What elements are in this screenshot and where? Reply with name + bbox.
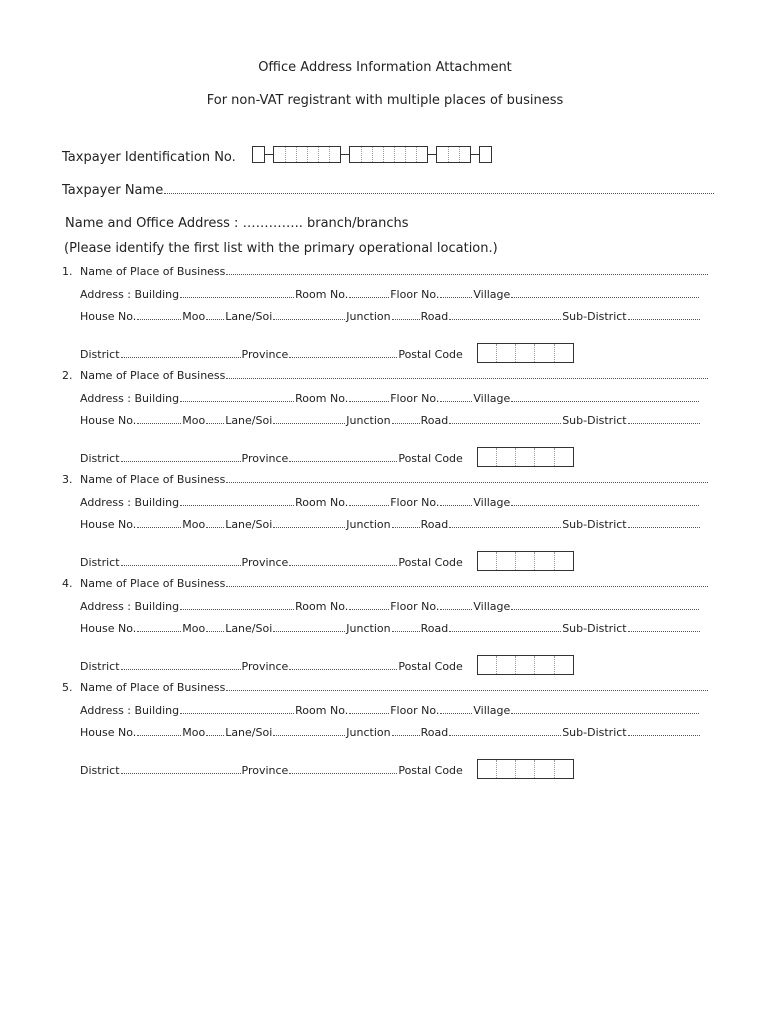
place-label: Name of Place of Business [80,369,226,382]
road-field[interactable] [449,630,561,632]
house-field[interactable] [137,318,181,320]
house-row [80,414,701,427]
house-field[interactable] [137,526,181,528]
place-row [62,473,709,486]
moo-label: Moo [182,518,206,531]
subdistrict-label: Sub-District [562,622,627,635]
district-label: District [80,660,120,673]
office-heading: Name and Office Address : ………….. branch/branchs [65,216,409,231]
house-label: House No. [80,414,137,427]
subdistrict-label: Sub-District [562,414,627,427]
village-label: Village [473,496,511,509]
building-row [80,600,700,613]
office-note: (Please identify the first list with the primary operational location.) [64,241,498,256]
floor-label: Floor No. [390,496,440,509]
junction-field[interactable] [392,630,420,632]
road-field[interactable] [449,318,561,320]
building-field[interactable] [180,504,294,506]
moo-field[interactable] [206,526,224,528]
junction-label: Junction [346,726,391,739]
district-row [80,339,574,361]
house-field[interactable] [137,422,181,424]
floor-field[interactable] [440,296,472,298]
district-field[interactable] [121,564,241,566]
junction-field[interactable] [392,422,420,424]
subdistrict-label: Sub-District [562,310,627,323]
place-field[interactable] [226,689,708,691]
province-label: Province [241,348,289,361]
entry-number: 3. [62,473,73,486]
village-field[interactable] [511,504,699,506]
tin-label: Taxpayer Identification No. [62,150,236,165]
moo-label: Moo [182,726,206,739]
district-label: District [80,556,120,569]
entry-number: 4. [62,577,73,590]
postal-label: Postal Code [398,764,463,777]
building-field[interactable] [180,400,294,402]
floor-field[interactable] [440,400,472,402]
place-row [62,369,709,382]
province-field[interactable] [289,564,397,566]
house-label: House No. [80,310,137,323]
taxpayer-name-row [62,183,715,198]
taxpayer-name-field[interactable] [164,192,714,194]
floor-label: Floor No. [390,600,440,613]
moo-label: Moo [182,310,206,323]
province-field[interactable] [289,772,397,774]
tin-group-3[interactable] [349,146,428,163]
village-label: Village [473,392,511,405]
moo-label: Moo [182,622,206,635]
road-field[interactable] [449,734,561,736]
house-field[interactable] [137,630,181,632]
floor-field[interactable] [440,504,472,506]
room-field[interactable] [349,400,389,402]
lane-label: Lane/Soi [225,414,273,427]
lane-label: Lane/Soi [225,310,273,323]
province-field[interactable] [289,668,397,670]
room-label: Room No. [295,496,349,509]
place-field[interactable] [226,481,708,483]
province-label: Province [241,660,289,673]
moo-field[interactable] [206,734,224,736]
road-label: Road [420,622,449,635]
district-field[interactable] [121,356,241,358]
district-row [80,547,574,569]
place-label: Name of Place of Business [80,681,226,694]
building-label: Address : Building [80,600,180,613]
junction-field[interactable] [392,318,420,320]
taxpayer-name-label: Taxpayer Name [62,183,164,198]
building-field[interactable] [180,608,294,610]
building-label: Address : Building [80,704,180,717]
village-field[interactable] [511,608,699,610]
moo-label: Moo [182,414,206,427]
moo-field[interactable] [206,318,224,320]
road-label: Road [420,726,449,739]
province-field[interactable] [289,460,397,462]
room-field[interactable] [349,296,389,298]
province-label: Province [241,452,289,465]
place-row [62,265,709,278]
lane-label: Lane/Soi [225,518,273,531]
district-label: District [80,452,120,465]
postal-label: Postal Code [398,556,463,569]
road-field[interactable] [449,526,561,528]
place-row [62,681,709,694]
moo-field[interactable] [206,630,224,632]
house-field[interactable] [137,734,181,736]
district-row [80,443,574,465]
village-label: Village [473,704,511,717]
lane-field[interactable] [273,422,345,424]
lane-label: Lane/Soi [225,622,273,635]
place-label: Name of Place of Business [80,473,226,486]
form-title: Office Address Information Attachment [258,60,512,75]
room-label: Room No. [295,704,349,717]
room-field[interactable] [349,608,389,610]
house-row [80,310,701,323]
district-row [80,651,574,673]
house-label: House No. [80,622,137,635]
building-label: Address : Building [80,392,180,405]
building-field[interactable] [180,712,294,714]
junction-label: Junction [346,622,391,635]
building-label: Address : Building [80,288,180,301]
form-subtitle: For non-VAT registrant with multiple places of business [206,93,564,108]
lane-label: Lane/Soi [225,726,273,739]
tin-boxes[interactable] [252,146,492,163]
road-label: Road [420,518,449,531]
place-field[interactable] [226,273,708,275]
district-label: District [80,348,120,361]
floor-field[interactable] [440,712,472,714]
junction-label: Junction [346,518,391,531]
floor-field[interactable] [440,608,472,610]
subdistrict-field[interactable] [628,734,700,736]
subdistrict-field[interactable] [628,630,700,632]
village-label: Village [473,600,511,613]
subdistrict-label: Sub-District [562,726,627,739]
tin-group-4[interactable] [436,146,471,163]
postal-code-boxes[interactable] [477,655,574,675]
postal-code-boxes[interactable] [477,551,574,571]
building-row [80,704,700,717]
lane-field[interactable] [273,630,345,632]
village-label: Village [473,288,511,301]
junction-field[interactable] [392,734,420,736]
building-row [80,288,700,301]
tin-group-5[interactable] [479,146,492,163]
building-row [80,496,700,509]
subdistrict-label: Sub-District [562,518,627,531]
province-field[interactable] [289,356,397,358]
room-label: Room No. [295,600,349,613]
junction-label: Junction [346,414,391,427]
place-field[interactable] [226,585,708,587]
house-row [80,622,701,635]
postal-label: Postal Code [398,348,463,361]
junction-label: Junction [346,310,391,323]
district-label: District [80,764,120,777]
district-field[interactable] [121,460,241,462]
house-label: House No. [80,726,137,739]
province-label: Province [241,764,289,777]
house-row [80,518,701,531]
road-label: Road [420,310,449,323]
room-field[interactable] [349,712,389,714]
place-label: Name of Place of Business [80,265,226,278]
village-field[interactable] [511,400,699,402]
postal-code-boxes[interactable] [477,759,574,779]
postal-label: Postal Code [398,452,463,465]
building-label: Address : Building [80,496,180,509]
postal-code-boxes[interactable] [477,447,574,467]
village-field[interactable] [511,296,699,298]
building-field[interactable] [180,296,294,298]
tin-group-1[interactable] [252,146,265,163]
floor-label: Floor No. [390,704,440,717]
floor-label: Floor No. [390,392,440,405]
building-row [80,392,700,405]
house-label: House No. [80,518,137,531]
entry-number: 5. [62,681,73,694]
lane-field[interactable] [273,526,345,528]
road-field[interactable] [449,422,561,424]
place-field[interactable] [226,377,708,379]
postal-label: Postal Code [398,660,463,673]
place-row [62,577,709,590]
subdistrict-field[interactable] [628,318,700,320]
moo-field[interactable] [206,422,224,424]
district-field[interactable] [121,668,241,670]
lane-field[interactable] [273,318,345,320]
room-field[interactable] [349,504,389,506]
entry-number: 2. [62,369,73,382]
room-label: Room No. [295,392,349,405]
road-label: Road [420,414,449,427]
postal-code-boxes[interactable] [477,343,574,363]
tin-group-2[interactable] [273,146,341,163]
subdistrict-field[interactable] [628,526,700,528]
district-field[interactable] [121,772,241,774]
junction-field[interactable] [392,526,420,528]
entry-number: 1. [62,265,73,278]
village-field[interactable] [511,712,699,714]
place-label: Name of Place of Business [80,577,226,590]
lane-field[interactable] [273,734,345,736]
province-label: Province [241,556,289,569]
floor-label: Floor No. [390,288,440,301]
subdistrict-field[interactable] [628,422,700,424]
room-label: Room No. [295,288,349,301]
house-row [80,726,701,739]
district-row [80,755,574,777]
